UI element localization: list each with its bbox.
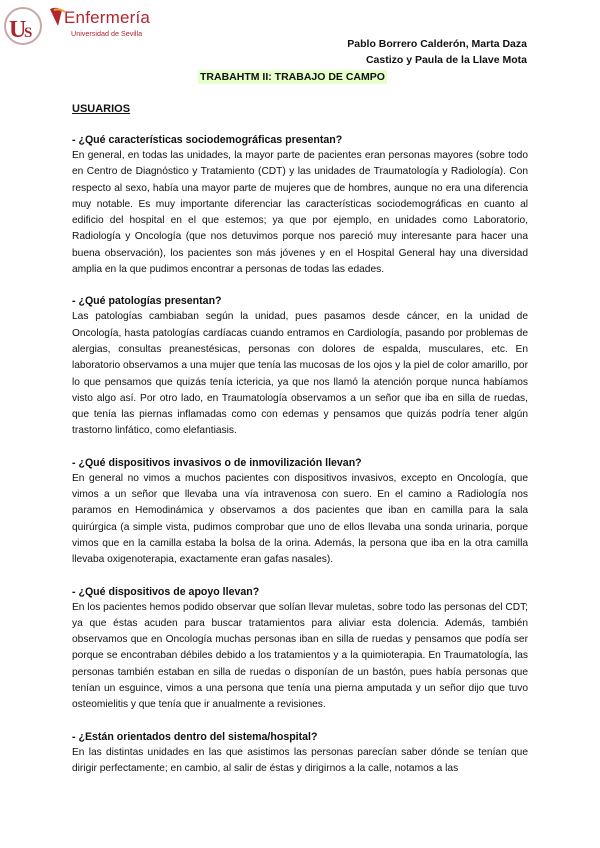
enfermeria-logo	[48, 6, 178, 42]
question-heading: - ¿Qué patologías presentan?	[72, 295, 222, 308]
answer-paragraph: En general, en todas las unidades, la mayor parte de pacientes eran personas mayores (sobre todo en Centro de Diagnóstico y Tratamiento (CDT) y las unidades de Traumatología y Radiología). Con respecto al sexo, había una mayor parte de mujeres que de hombres, aunque no era una diferencia muy notable. Es muy importante diferenciar las características sociodemográficas en cuanto al edificio del hospital en el que estemos; ya que por ejemplo, en unidades como Laboratorio, Radiología y Oncología (que nos detuvimos porque nos pareció muy interesante para hacer una buena observación), los pacientes son más jóvenes y en el Hospital General hay una diversidad amplia en la que pudimos encontrar a personas de todas las edades.	[72, 150, 528, 276]
document-title: TRABAHTM II: TRABAJO DE CAMPO	[200, 71, 385, 83]
question-heading: - ¿Qué dispositivos de apoyo llevan?	[72, 585, 260, 598]
svg-text:S: S	[24, 25, 33, 41]
svg-text:U: U	[9, 17, 27, 43]
university-seal-logo	[3, 6, 47, 46]
answer-paragraph: En los pacientes hemos podido observar que solían llevar muletas, sobre todo las personas del CDT; ya que éstas acuden para buscar tratamientos para aliviar esta dolencia. Además, también observamos que en Oncología muchas personas iban en silla de ruedas y pensamos que podía ser porque se encontraban débiles debido a los tratamientos y a la quimioterapia. En Traumatología, las personas también estaban en silla de ruedas o disponían de un bastón, pues había personas que tenían un esguince, vimos a una persona que tenía una pierna amputada y un señor dijo que tuvo osteomielitis y que tenía que ir anualmente a revisiones.	[72, 601, 528, 711]
authors-line-2: Castizo y Paula de la Llave Mota	[365, 54, 527, 66]
answer-paragraph: Las patologías cambiaban según la unidad, pues pasamos desde cáncer, en la unidad de Oncología, hasta patologías cardíacas cuando entramos en Cardiología, pasando por problemas de alergias, consultas preanestésicas, personas con dolores de espalda, musculares, etc. En laboratorio observamos a una mujer que tenía las mucosas de los ojos y la piel de color amarillo, por lo que pensamos que quizás tenía ictericia, ya que nos llamó la atención porque nunca habíamos visto algo así. Por otro lado, en Traumatología observamos a un señor que iba en silla de ruedas, que tenía las piernas inflamadas como con edemas y pensamos que quizás podría tener algún trastorno linfático, como elefantiasis.	[72, 311, 528, 437]
authors-block	[347, 36, 527, 68]
enfermeria-logo-subtitle: Universidad de Sevilla	[71, 29, 143, 38]
question-heading: - ¿Están orientados dentro del sistema/hospital?	[72, 730, 318, 743]
question-heading: - ¿Qué características sociodemográficas presentan?	[72, 134, 343, 146]
answer-paragraph: En general no vimos a muchos pacientes con dispositivos invasivos, excepto en Oncología, que vimos a un señor que llevaba una vía intravenosa con suero. En el camino a Radiología nos paramos en Hemodinámica y observamos a dos pacientes que iban en camilla para la sala quirúrgica (a simple vista, pudimos comprobar que uno de ellos llevaba una sonda urinaria, porque vimos que en la camilla estaba la bolsa de la orina. Además, la persona que iba en la otra camilla llevaba oxigenoterapia, exactamente eran gafas nasales).	[72, 472, 528, 566]
authors-line-1: Pablo Borrero Calderón, Marta Daza	[347, 38, 527, 50]
document-body	[72, 132, 528, 792]
enfermeria-logo-title: Enfermería	[64, 8, 151, 27]
question-heading: - ¿Qué dispositivos invasivos o de inmovilización llevan?	[72, 456, 362, 469]
answer-paragraph: En las distintas unidades en las que asistimos las personas parecían saber dónde se tenían que dirigir perfectamente; en cambio, al salir de éstas y dirigirnos a la calle, notamos a las	[72, 746, 528, 774]
section-title: USUARIOS	[72, 103, 131, 115]
